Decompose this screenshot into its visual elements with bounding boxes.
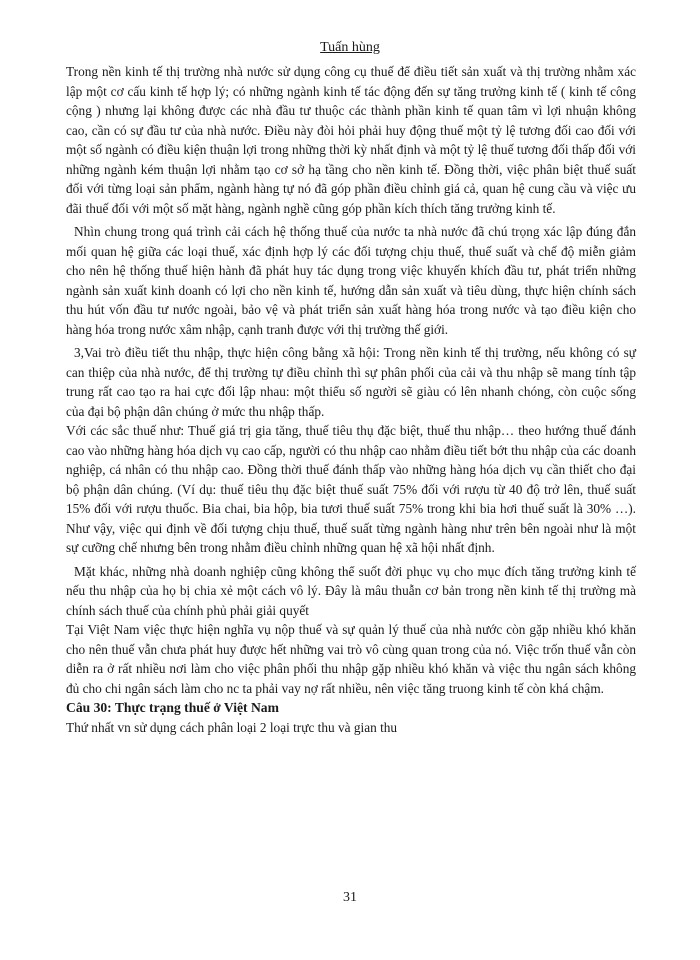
paragraph: Nhìn chung trong quá trình cải cách hệ thống thuế của nước ta nhà nước đã chú trọng xác lập đúng đắn mối quan hệ giữa các loại thuế, xác định hợp lý các đối tượng chịu thuế, thuế suất và chế độ miễn giảm cho nên hệ thống thuế hiện hành đã phát huy tác dụng trong việc khuyến khích đầu tư, phát triển những ngành sản xuất kinh doanh có lợi cho nền kinh tế, hướng dẫn sản xuất và tiêu dùng, thực hiện chính sách thu hút vốn đầu tư nước ngoài, bảo vệ và phát triển sản xuất hàng hóa trong nước và tạo điều kiện cho hàng hóa trong nước xâm nhập, cạnh tranh được với thị trường thế giới. [66, 224, 636, 337]
paragraph: Tại Việt Nam việc thực hiện nghĩa vụ nộp thuế và sự quản lý thuế của nhà nước còn gặp nhiều khó khăn cho nên thuế vẫn chưa phát huy được hết những vai trò vô cùng quan trong của nó. Việc trốn thuế vẫn còn diễn ra ở rất nhiều nơi làm cho việc phân phối thu nhập gặp nhiều khó khăn và việc thu ngân sách không đủ cho chi ngân sách làm cho nc ta phải vay nợ rất nhiều, nên việc tăng truong kinh tế còn khá chậm. [66, 622, 636, 696]
paragraph: Trong nền kinh tế thị trường nhà nước sử dụng công cụ thuế để điều tiết sản xuất và thị trường nhằm xác lập một cơ cấu kinh tế hợp lý; có những ngành kinh tế tác động đến sự tăng trưởng kinh tế ( kinh tế công cộng ) nhưng lại không được các nhà đầu tư thuộc các thành phần kinh tế quan tâm vì lợi nhuận không cao, cần có sự đầu tư của nhà nước. Điều này đòi hỏi phải huy động thuế một tỷ lệ tương đối cao đối với một số ngành có điều kiện thuận lợi trong những thời kỳ nhất định và một tỷ lệ thuế tương đối thấp đối với những ngành kém thuận lợi nhằm tạo cơ sở hạ tầng cho nền kinh tế. Đồng thời, việc phân biệt thuế suất đối với từng loại sản phẩm, ngành hàng tự nó đã góp phần điều chỉnh giá cả, quan hệ cung cầu và việc ưu đãi thuế đối với một số mặt hàng, ngành nghề cũng góp phần kích thích tăng trưởng kinh tế. [66, 64, 636, 216]
page-number: 31 [343, 890, 357, 905]
paragraph: Thứ nhất vn sử dụng cách phân loại 2 loại trực thu và gian thu [66, 719, 398, 735]
section-heading: Câu 30: Thực trạng thuế ở Việt Nam [66, 700, 279, 715]
paragraph: Với các sắc thuế như: Thuế giá trị gia tăng, thuế tiêu thụ đặc biệt, thuế thu nhập… theo hướng thuế đánh cao vào những hàng hóa dịch vụ cao cấp, người có thu nhập cao nhằm điều tiết bớt thu nhập của các doanh nghiệp, cá nhân có thu nhập cao. Đồng thời thuế đánh thấp vào những hàng hóa dịch vụ cần thiết cho đại bộ phận dân chúng. (Ví dụ: thuế tiêu thụ đặc biệt thuế suất 75% đối với rượu từ 40 độ trở lên, thuế suất 15% đối với rượu thuốc. Bia chai, bia hộp, bia tươi thuế suất 75% trong khi bia hơi thuế suất là 30% …). Như vậy, việc qui định về đối tượng chịu thuế, thuế suất từng ngành hàng như trên bên ngoài như là một sự cưỡng chế nhưng bên trong nhằm điều chỉnh những quan hệ xã hội nhất định. [66, 423, 636, 555]
page-header: Tuấn hùng [320, 40, 380, 55]
paragraph: Mặt khác, những nhà doanh nghiệp cũng không thể suốt đời phục vụ cho mục đích tăng trưởng kinh tế nếu thu nhập của họ bị chia xẻ một cách vô lý. Đây là mâu thuẫn cơ bản trong nền kinh tế thị trường mà chính sách thuế của chính phủ phải giải quyết [66, 563, 636, 618]
document-body [66, 62, 636, 737]
paragraph: 3,Vai trò điều tiết thu nhập, thực hiện công bằng xã hội: Trong nền kinh tế thị trường, nếu không có sự can thiệp của nhà nước, để thị trường tự điều chỉnh thì sự phân phối của cải và thu nhập sẽ mang tính tập trung rất cao tạo ra hai cực đối lập nhau: một thiểu số người sẽ giàu có lên nhanh chóng, còn cuộc sống của đại bộ phận dân chúng ở mức thu nhập thấp. [66, 345, 636, 419]
